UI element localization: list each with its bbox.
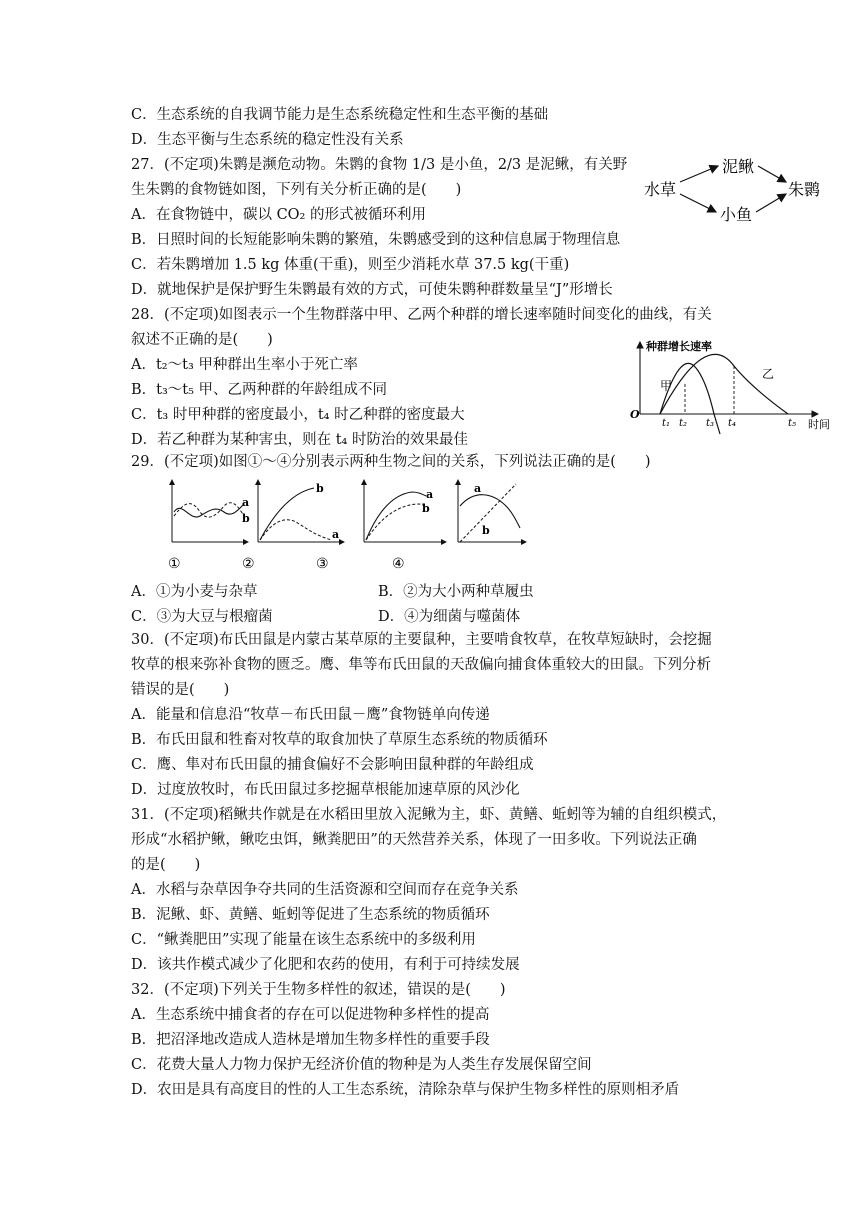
q31-stem: 31．(不定项)稻鳅共作就是在水稻田里放入泥鳅为主，虾、黄鳝、蚯蚓等为辅的自组织模式， [131, 807, 727, 823]
q28-option-d: D．若乙种群为某种害虫，则在 t₄ 时防治的效果最佳 [131, 432, 468, 448]
tick-t2: t₂ [679, 418, 688, 429]
series-yi-label: 乙 [762, 367, 775, 381]
q28-stem-cont: 叙述不正确的是( ) [131, 332, 273, 348]
q29-option-a: A．①为小麦与杂草 [131, 584, 258, 600]
series-jia-label: 甲 [660, 379, 673, 393]
q29-stem: 29．(不定项)如图①～④分别表示两种生物之间的关系，下列说法正确的是( ) [131, 454, 651, 470]
q30-option-c: C．鹰、隼对布氏田鼠的捕食偏好不会影响田鼠种群的年龄组成 [131, 757, 534, 773]
q30-stem: 30．(不定项)布氏田鼠是内蒙古某草原的主要鼠种，主要啃食牧草，在牧草短缺时，会挖掘 [131, 632, 712, 648]
arrow-xiaoyu-zhuhuan [756, 194, 786, 212]
q31-option-d: D．该共作模式减少了化肥和农药的使用，有利于可持续发展 [131, 957, 520, 973]
q28-option-c: C．t₃ 时甲种群的密度最小，t₄ 时乙种群的密度最大 [131, 407, 465, 423]
tick-t3: t₃ [706, 418, 715, 429]
svg-text:b: b [316, 482, 324, 495]
growth-rate-graph [628, 338, 838, 438]
q31-option-a: A．水稻与杂草因争夺共同的生活资源和空间而存在竞争关系 [131, 882, 519, 898]
q27-option-c: C．若朱鹮增加 1.5 kg 体重(干重)，则至少消耗水草 37.5 kg(干重) [131, 257, 570, 273]
q28-option-b: B．t₃～t₅ 甲、乙两种群的年龄组成不同 [131, 382, 388, 398]
q30-stem-cont2: 错误的是( ) [131, 682, 230, 698]
q29-option-c: C．③为大豆与根瘤菌 [131, 609, 273, 625]
q32-option-a: A．生态系统中捕食者的存在可以促进物种多样性的提高 [131, 1007, 490, 1023]
q32-option-c: C．花费大量人力物力保护无经济价值的物种是为人类生存发展保留空间 [131, 1057, 592, 1073]
q31-stem-cont: 形成“水稻护鳅，鳅吃虫饵，鳅粪肥田”的天然营养关系，体现了一田多收。下列说法正确 [131, 832, 697, 848]
node-xiaoyu: 小鱼 [720, 205, 753, 224]
q28-stem: 28．(不定项)如图表示一个生物群落中甲、乙两个种群的增长速率随时间变化的曲线，有关 [131, 307, 712, 323]
svg-text:a: a [242, 496, 250, 509]
node-shuicao: 水草 [644, 180, 677, 199]
q31-stem-cont2: 的是( ) [131, 857, 201, 873]
q28-option-a: A．t₂～t₃ 甲种群出生率小于死亡率 [131, 357, 358, 373]
q29-option-d: D．④为细菌与噬菌体 [378, 609, 521, 625]
svg-text:b: b [242, 512, 250, 525]
y-axis-label: 种群增长速率 [646, 340, 712, 353]
graph-label-2: ② [242, 556, 255, 572]
tick-t5: t₅ [788, 418, 797, 429]
origin-label: O [630, 408, 640, 421]
q27-stem: 27．(不定项)朱鹮是濒危动物。朱鹮的食物 1/3 是小鱼，2/3 是泥鳅，有关野 [131, 157, 628, 173]
food-web-diagram [640, 150, 840, 230]
node-niqiu: 泥鳅 [722, 157, 755, 176]
arrow-shuicao-niqiu [680, 166, 718, 182]
graph-label-1: ① [168, 556, 181, 572]
svg-text:a: a [474, 482, 482, 495]
curve-yi [660, 354, 788, 414]
q27-option-a: A．在食物链中，碳以 CO₂ 的形式被循环利用 [131, 207, 426, 223]
arrow-shuicao-xiaoyu [680, 194, 716, 212]
arrow-niqiu-zhuhuan [758, 166, 786, 182]
q30-option-a: A．能量和信息沿“牧草－布氏田鼠－鹰”食物链单向传递 [131, 707, 490, 723]
q29-option-b: B．②为大小两种草履虫 [378, 584, 534, 600]
q30-stem-cont: 牧草的根来弥补食物的匮乏。鹰、隼等布氏田鼠的天敌偏向捕食体重较大的田鼠。下列分析 [131, 657, 711, 673]
graph-1 [172, 480, 250, 542]
svg-text:b: b [422, 502, 430, 515]
svg-text:b: b [482, 524, 490, 537]
q30-option-d: D．过度放牧时，布氏田鼠过多挖掘草根能加速草原的风沙化 [131, 782, 520, 798]
x-axis-label: 时间 [808, 418, 830, 431]
node-zhuhuan: 朱鹮 [788, 180, 821, 199]
q32-option-d: D．农田是具有高度目的性的人工生态系统，清除杂草与保护生物多样性的原则相矛盾 [131, 1082, 680, 1098]
graph-3 [364, 480, 446, 542]
graph-label-4: ④ [392, 556, 405, 572]
graph-label-3: ③ [316, 556, 329, 572]
q27-option-b: B．日照时间的长短能影响朱鹮的繁殖，朱鹮感受到的这种信息属于物理信息 [131, 232, 621, 248]
q31-option-b: B．泥鳅、虾、黄鳝、蚯蚓等促进了生态系统的物质循环 [131, 907, 490, 923]
option-d-prev: D．生态平衡与生态系统的稳定性没有关系 [131, 132, 404, 148]
option-c-prev: C．生态系统的自我调节能力是生态系统稳定性和生态平衡的基础 [131, 107, 549, 123]
q30-option-b: B．布氏田鼠和牲畜对牧草的取食加快了草原生态系统的物质循环 [131, 732, 548, 748]
svg-text:a: a [332, 528, 340, 541]
tick-t1: t₁ [662, 418, 671, 429]
svg-text:a: a [426, 488, 434, 501]
graph-2 [258, 480, 344, 542]
q31-option-c: C．“鳅粪肥田”实现了能量在该生态系统中的多级利用 [131, 932, 476, 948]
q32-stem: 32．(不定项)下列关于生物多样性的叙述，错误的是( ) [131, 982, 506, 998]
q27-option-d: D．就地保护是保护野生朱鹮最有效的方式，可使朱鹮种群数量呈“J”形增长 [131, 282, 613, 298]
q27-stem-cont: 生朱鹮的食物链如图，下列有关分析正确的是( ) [131, 182, 462, 198]
graph-4 [458, 480, 526, 542]
relationship-graphs [160, 476, 530, 576]
q32-option-b: B．把沼泽地改造成人造林是增加生物多样性的重要手段 [131, 1032, 490, 1048]
tick-t4: t₄ [728, 418, 737, 429]
